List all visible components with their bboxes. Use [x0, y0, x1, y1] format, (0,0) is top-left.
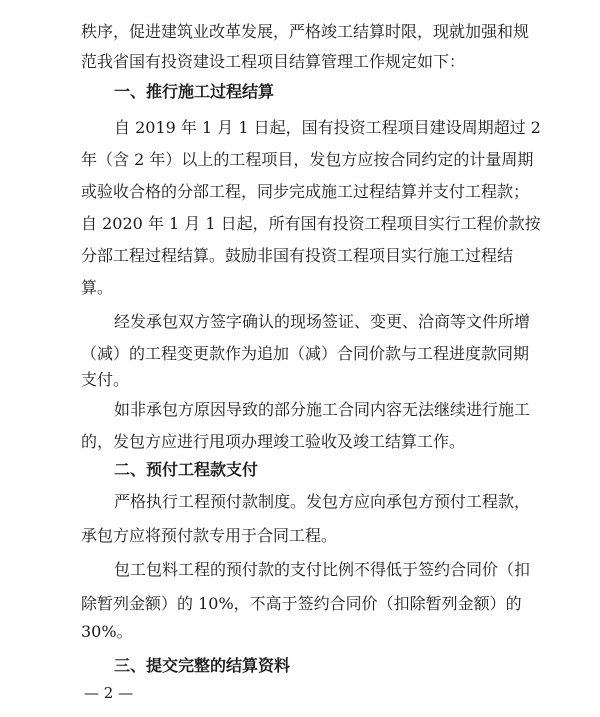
body-line-2: 范我省国有投资建设工程项目结算管理工作规定如下：: [81, 52, 466, 71]
body-line-12: 如非承包方原因导致的部分施工合同内容无法继续进行施工: [114, 400, 531, 419]
section-heading-2: 二、预付工程款支付: [114, 460, 259, 479]
body-line-8: 算。: [81, 278, 114, 297]
body-line-13: 的，发包方应进行甩项办理竣工验收及竣工结算工作。: [81, 432, 466, 451]
body-line-11: 支付。: [81, 370, 130, 389]
body-line-3: 自 2019 年 1 月 1 日起，国有投资工程项目建设周期超过 2: [114, 118, 541, 137]
body-line-15: 承包方应将预付款专用于合同工程。: [81, 526, 338, 545]
page-number: — 2 —: [84, 684, 134, 702]
section-heading-3: 三、提交完整的结算资料: [114, 656, 291, 675]
body-line-10: （减）的工程变更款作为追加（减）合同价款与工程进度款同期: [81, 344, 530, 363]
body-line-14: 严格执行工程预付款制度。发包方应向承包方预付工程款，: [114, 492, 531, 511]
body-line-5: 或验收合格的分部工程，同步完成施工过程结算并支付工程款；: [81, 182, 530, 201]
body-line-18: 30%。: [81, 622, 133, 641]
body-line-17: 除暂列金额）的 10%，不高于签约合同价（扣除暂列金额）的: [81, 594, 522, 613]
body-line-9: 经发承包双方签字确认的现场签证、变更、洽商等文件所增: [114, 312, 531, 331]
body-line-6: 自 2020 年 1 月 1 日起，所有国有投资工程项目实行工程价款按: [81, 214, 541, 233]
body-line-4: 年（含 2 年）以上的工程项目，发包方应按合同约定的计量周期: [81, 150, 534, 169]
body-line-7: 分部工程过程结算。鼓励非国有投资工程项目实行施工过程结: [81, 246, 514, 265]
body-line-1: 秩序，促进建筑业改革发展，严格竣工结算时限，现就加强和规: [81, 22, 530, 41]
section-heading-1: 一、推行施工过程结算: [114, 82, 275, 101]
body-line-16: 包工包料工程的预付款的支付比例不得低于签约合同价（扣: [114, 560, 531, 579]
